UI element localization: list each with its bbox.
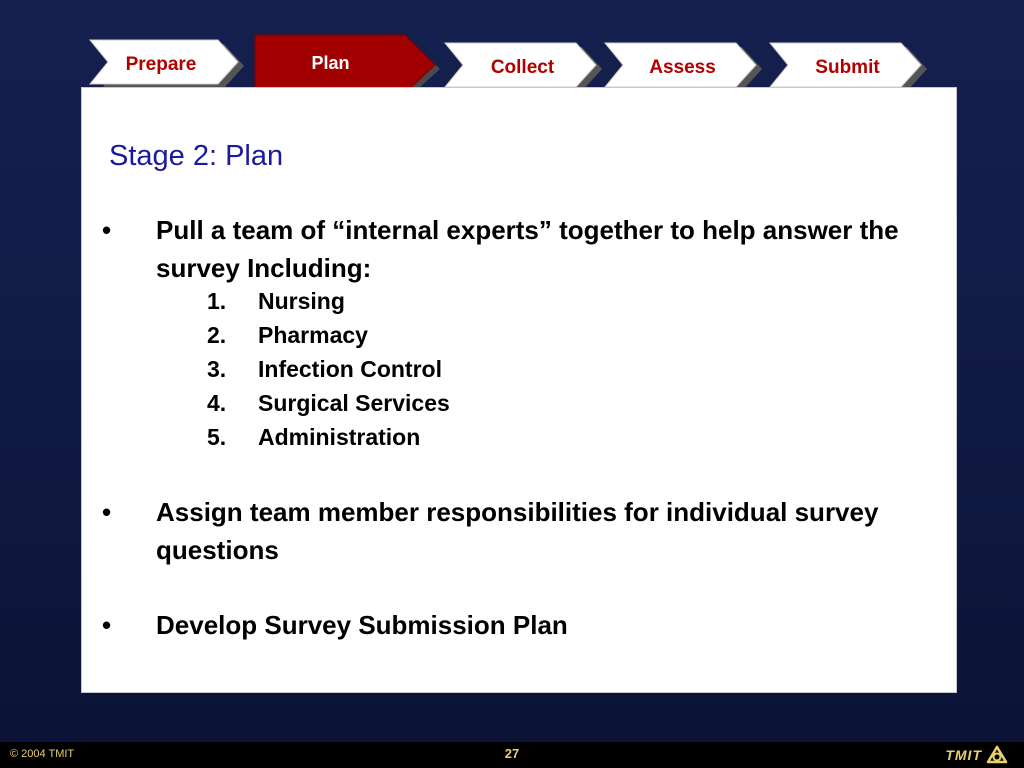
stage-label-assess: Assess (649, 57, 716, 78)
bullet-marker: • (102, 610, 112, 640)
tmit-logo (945, 745, 1008, 765)
stage-tab-collect[interactable] (445, 41, 600, 93)
stage-tab-prepare[interactable] (90, 38, 242, 90)
bullet-item (102, 493, 936, 573)
bullet-text: Pull a team of “internal experts” together to help answer the survey Including: (156, 215, 899, 283)
page-number: 27 (504, 746, 520, 761)
list-item (207, 354, 607, 388)
list-text: Pharmacy (258, 322, 368, 348)
list-number: 4. (207, 390, 227, 416)
stage-label-collect: Collect (490, 57, 555, 78)
bullet-marker: • (102, 497, 112, 527)
stage-label-submit: Submit (815, 57, 880, 78)
bullet-text: Develop Survey Submission Plan (156, 610, 568, 640)
bullet-marker: • (102, 215, 112, 245)
footer-bar (0, 742, 1024, 768)
list-item (207, 286, 607, 320)
copyright-text: © 2004 TMIT (10, 748, 75, 760)
list-number: 5. (207, 424, 227, 450)
stage-navigation (0, 0, 1024, 100)
slide-title: Stage 2: Plan (109, 140, 284, 172)
list-item (207, 320, 607, 354)
bullet-item (102, 211, 936, 291)
stage-tab-assess[interactable] (605, 41, 760, 93)
list-text: Administration (258, 424, 421, 450)
bullet-text: Assign team member responsibilities for individual survey questions (156, 497, 879, 565)
tmit-knot-logo-icon (986, 745, 1008, 765)
list-number: 3. (207, 356, 227, 382)
numbered-sublist (207, 286, 607, 456)
list-text: Nursing (258, 288, 345, 314)
stage-tab-submit[interactable] (770, 41, 925, 93)
bullet-item (102, 606, 936, 646)
list-item (207, 388, 607, 422)
stage-label-prepare: Prepare (125, 54, 197, 75)
stage-label-plan: Plan (311, 53, 350, 73)
content-panel (81, 87, 957, 693)
list-number: 2. (207, 322, 227, 348)
list-number: 1. (207, 288, 227, 314)
list-item (207, 422, 607, 456)
list-text: Surgical Services (258, 390, 450, 416)
list-text: Infection Control (258, 356, 442, 382)
logo-text: TMIT (945, 747, 982, 763)
